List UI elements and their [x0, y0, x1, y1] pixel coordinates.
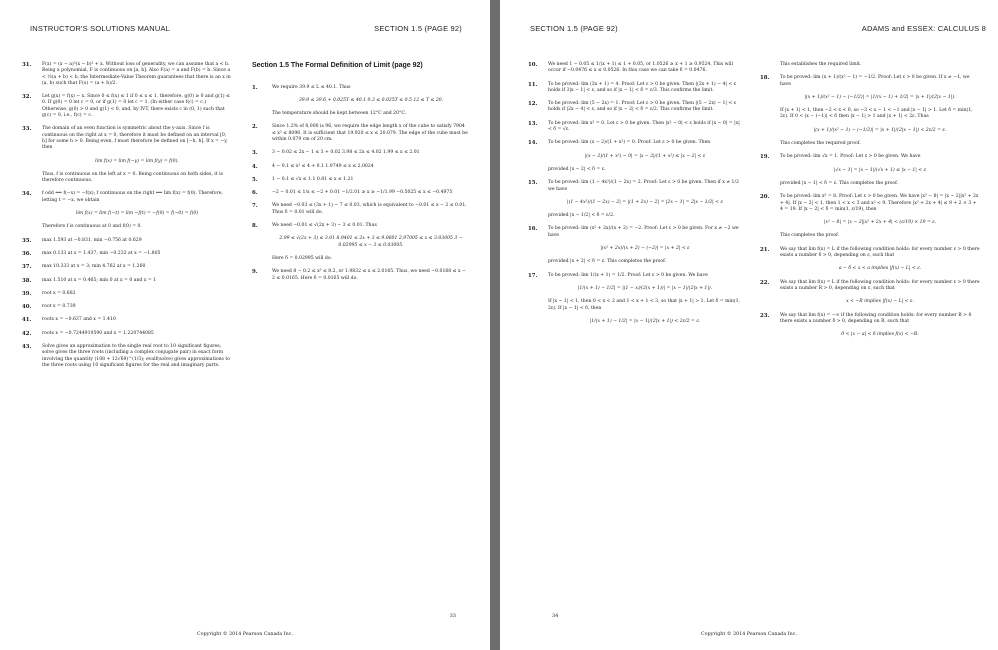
exercise-text: −2 − 0.01 ≤ 1/x ≤ −2 + 0.01 −1/2.01 ≥ x ≥ −1/1.99 −0.5025 ≤ x ≤ −0.4975 [272, 190, 453, 196]
exercise-text: The temperature should be kept between 12°C and 20°C. [272, 111, 407, 117]
exercise-number: 43. [22, 344, 32, 351]
exercise-5 [252, 177, 470, 183]
equation: |1/(x + 1) − 1/2| = |x − 1|/(2|x + 1|) < 2ε/2 = ε. [589, 318, 701, 324]
exercise-text: provided |x − 1| < δ = ε. This completes the proof. [780, 180, 899, 186]
exercise-text: max 0.133 at x = 1.437; min −0.232 at x = −1.805 [42, 250, 161, 256]
exercise-number: 35. [22, 237, 32, 244]
exercise-39 [22, 291, 232, 297]
exercise-40 [22, 304, 232, 310]
exercise-12 [528, 101, 742, 114]
paragraph [252, 256, 470, 262]
exercise-14 [528, 140, 742, 146]
exercise-text: We say that lim f(x) = L if the following condition holds: for every number ε > 0 there exists a number R > 0, depending on ε, such that [780, 279, 980, 291]
display-math [22, 159, 232, 165]
paragraph [22, 224, 232, 230]
exercise-number: 15. [528, 180, 538, 187]
exercise-text: We say that lim f(x) = L if the following condition holds: for every number ε > 0 there exists a number δ > 0, depending on ε, such that [780, 246, 980, 259]
exercise-text: The domain of an even function is symmetric about the y-axis. Since f is continuous on the right at x = 0, therefore it must be defined on an interval [0, h] for some h > 0. Being even, f must therefore be defined on [−h, h]. If x = −y, then [42, 126, 228, 151]
exercise-number: 16. [528, 226, 538, 233]
exercise-text: 1 − 0.1 ≤ √x ≤ 1.1 0.81 ≤ x ≤ 1.21 [272, 176, 354, 182]
exercise-text: We say that lim f(x) = −∞ if the following condition holds: for every number B > 0 there exists a number δ > 0, depending on B, such that [780, 312, 972, 324]
exercise-text: root x = 0.682 [42, 290, 76, 296]
display-math [760, 220, 980, 226]
display-math [528, 200, 742, 206]
paragraph [760, 181, 980, 187]
exercise-18 [760, 75, 980, 88]
exercise-23 [760, 313, 980, 326]
exercise-number: 8. [252, 223, 258, 230]
paragraph [760, 108, 980, 121]
page-number: 34 [552, 613, 559, 619]
exercise-text: 4 − 0.1 ≤ x² ≤ 4 + 0.1 1.9749 ≤ x ≤ 2.0024 [272, 163, 374, 169]
exercise-text: To be proved: lim x³ = 8. Proof: Let ε > 0 be given. We have |x³ − 8| = |x − 2||x² + 2x + 4|. If |x − 2| < 1, then 1 < x < 3 and x² < 9. Therefore |x² + 2x + 4| ≤ 9 + 2 × 3 + 4 = 19. If |x − 2| < δ = min(1, ε/19), then [780, 194, 979, 212]
exercise-text: This establishes the required limit. [780, 62, 862, 67]
exercise-text: This completes the required proof. [780, 141, 861, 147]
left-column-2 [252, 62, 470, 289]
display-math [528, 319, 742, 325]
exercise-3 [252, 150, 470, 156]
display-math [252, 236, 470, 249]
equation: |(1 − 4x²)/(1 − 2x) − 2| = |(1 + 2x) − 2| = |2x − 1| = 2|x − 1/2| < ε [567, 199, 723, 205]
exercise-text: provided |x − 1/2| < δ = ε/2. [548, 213, 615, 219]
exercise-35 [22, 238, 232, 244]
exercise-text: We require 39.9 ≤ L ≤ 40.1. Thus [272, 84, 351, 90]
exercise-number: 9. [252, 269, 258, 276]
paragraph [22, 172, 232, 185]
exercise-number: 12. [528, 101, 538, 108]
exercise-number: 13. [528, 120, 538, 127]
exercise-16 [528, 226, 742, 239]
running-header-right: ADAMS and ESSEX: CALCULUS 8 [861, 24, 986, 33]
exercise-text: root x = 0.739 [42, 304, 76, 310]
right-column-2 [760, 62, 980, 345]
exercise-9 [252, 269, 470, 282]
exercise-number: 36. [22, 250, 32, 257]
equation: x < −R implies |f(x) − L| < ε. [846, 299, 914, 305]
equation: 2.99 ≤ √(2x + 3) ≤ 3.01 8.9401 ≤ 2x + 3 ≤ 9.0601 2.97005 ≤ x ≤ 3.03005 3 − 0.02995 ≤ x − 3 ≤ 0.03005. [279, 236, 463, 248]
exercise-number: 5. [252, 176, 258, 183]
exercise-text: To be proved: lim (3x + 1) = 4. Proof: Let ε > 0 be given. Then |(3x + 1) − 4| < ε holds if 3|x − 1| < ε, and so if |x − 1| < δ = ε/3. This confirms the limit. [548, 81, 737, 93]
exercise-number: 34. [22, 191, 32, 198]
paragraph [760, 141, 980, 147]
exercise-6 [252, 190, 470, 196]
exercise-text: This completes the proof. [780, 233, 840, 239]
exercise-text: f odd ⟺ f(−x) = −f(x); f continuous on the right ⟺ lim f(x) = f(0). Therefore, letting t = −x, we obtain [42, 191, 223, 203]
running-header-left: INSTRUCTOR'S SOLUTIONS MANUAL [30, 24, 171, 33]
display-math [528, 154, 742, 160]
left-column-1 [22, 62, 232, 376]
exercise-number: 11. [528, 81, 538, 88]
exercise-text: If |x − 1| < 1, then 0 < x < 2 and 1 < x + 1 < 3, so that |x + 1| > 1. Let δ = min(1, 2ε). If |x − 1| < δ, then [548, 299, 741, 311]
exercise-7 [252, 203, 470, 216]
exercise-text: Let g(x) = f(x) − x. Since 0 ≤ f(x) ≤ 1 if 0 ≤ x ≤ 1, therefore, g(0) ≥ 0 and g(1) ≤ 0. If g(0) = 0 let c = 0, or if g(1) = 0 let c = 1. (In either case f(c) = c.) Otherwise, g(0) > 0 and g(1) < 0, and, by IVT, there exists c in (0, 1) such that g(c) = 0, i.e., f(c) = c. [42, 94, 230, 119]
exercise-36 [22, 251, 232, 257]
exercise-number: 18. [760, 75, 770, 82]
paragraph [528, 259, 742, 265]
exercise-number: 4. [252, 163, 258, 170]
exercise-number: 42. [22, 330, 32, 337]
exercise-42 [22, 331, 232, 337]
copyright-footer: Copyright © 2014 Pearson Canada Inc. [701, 632, 797, 637]
running-header-left: SECTION 1.5 (PAGE 92) [530, 24, 618, 33]
display-math [22, 211, 232, 217]
right-page [500, 0, 998, 650]
paragraph [252, 111, 470, 117]
exercise-number: 23. [760, 312, 770, 319]
exercise-number: 38. [22, 277, 32, 284]
exercise-number: 14. [528, 140, 538, 147]
exercise-21 [760, 247, 980, 260]
exercise-15 [528, 180, 742, 193]
exercise-text: roots x = −0.7244919590 and x = 1.220744085 [42, 330, 154, 336]
equation: lim f(x) = lim f(−y) = lim f(y) = f(0). [95, 158, 179, 164]
exercise-10 [528, 62, 742, 75]
exercise-text: We need −0.03 ≤ (3x + 1) − 7 ≤ 0.03, which is equivalent to −0.01 ≤ x − 2 ≤ 0.01. Thus δ = 0.01 will do. [272, 203, 467, 215]
exercise-text: To be proved: lim x² = 0. Let ε > 0 be given. Then |x² − 0| < ε holds if |x − 0| = |x| < δ = √ε. [548, 120, 740, 133]
display-math [760, 95, 980, 101]
paragraph [528, 167, 742, 173]
exercise-8 [252, 223, 470, 229]
equation: a − δ < x < a implies |f(x) − L| < ε. [838, 266, 922, 272]
exercise-text: We need 1 − 0.05 ≤ 1/(x + 1) ≤ 1 + 0.05, or 1.0526 ≥ x + 1 ≥ 0.9524. This will occur if −0.0476 ≤ x ≤ 0.0526. In this case we can take δ = 0.0476. [548, 62, 733, 74]
display-math [760, 266, 980, 272]
exercise-19 [760, 154, 980, 160]
equation: |x³ − 8| = |x − 2||x² + 2x + 4| < (ε/19) × 19 = ε. [823, 220, 937, 226]
exercise-number: 7. [252, 203, 258, 210]
exercise-text: We need −0.01 ≤ √(2x + 3) − 3 ≤ 0.01. Thus [272, 223, 377, 229]
exercise-text: To be proved: lim (x − 2)/(1 + x²) = 0. Proof: Let ε > 0 be given. Then [548, 140, 711, 146]
equation: |1/(x + 1) − 1/2| = |(1 − x)/(2(x + 1))| = |x − 1|/(2|x + 1|). [577, 285, 713, 291]
paragraph [760, 62, 980, 68]
exercise-number: 19. [760, 154, 770, 161]
paragraph [528, 213, 742, 219]
exercise-number: 6. [252, 190, 258, 197]
exercise-37 [22, 264, 232, 270]
left-page [0, 0, 490, 650]
exercise-text: max 1.510 at x = 0.465; min 0 at x = 0 and x = 1 [42, 277, 157, 283]
section-title: Section 1.5 The Formal Definition of Limit (page 92) [252, 62, 423, 69]
display-math [760, 168, 980, 174]
equation: |√x − 1| = |x − 1|/(√x + 1) ≤ |x − 1| < ε [833, 167, 927, 173]
exercise-text: Thus, f is continuous on the left at x = 0. Being continuous on both sides, it is therefore continuous. [42, 171, 223, 184]
exercise-text: Therefore f is continuous at 0 and f(0) = 0. [42, 224, 142, 230]
display-math [528, 286, 742, 292]
exercise-text: F(x) = (x − a)²(x − b)² + x. Without loss of generality, we can assume that a < b. Being a polynomial, F is continuous on [a, b]. Also F(a) = a and F(b) = b. Since a < ½(a + b) < b, the Intermediate-Value Theorem guarantees that there is an x in (a, b) such that F(x) = (a + b)/2. [42, 62, 231, 86]
exercise-number: 10. [528, 62, 538, 68]
exercise-number: 40. [22, 304, 32, 311]
exercise-22 [760, 280, 980, 293]
exercise-number: 37. [22, 264, 32, 271]
exercise-20 [760, 194, 980, 213]
display-math [760, 128, 980, 134]
exercise-17 [528, 273, 742, 279]
equation: lim f(x) = lim f(−t) = lim −f(t) = −f(0) = f(−0) = f(0) [75, 211, 199, 217]
exercise-number: 3. [252, 150, 258, 157]
equation: |(x − 2)/(1 + x²) − 0| = |x − 2|/(1 + x²) ≤ |x − 2| < ε [584, 153, 706, 159]
exercise-text: Here δ = 0.02995 will do. [272, 255, 332, 261]
exercise-number: 21. [760, 246, 770, 253]
exercise-38 [22, 278, 232, 284]
book-gutter [490, 0, 500, 650]
exercise-33 [22, 126, 232, 151]
equation: 39.9 ≤ 39.6 + 0.025T ≤ 40.1 0.3 ≤ 0.025T ≤ 0.5 12 ≤ T ≤ 20. [298, 97, 444, 103]
exercise-2 [252, 124, 470, 143]
paragraph [528, 299, 742, 312]
exercise-1 [252, 85, 470, 91]
exercise-43 [22, 344, 232, 369]
exercise-text: If |x + 1| < 1, then −2 < x < 0, so −3 < x − 1 < −1 and |x − 1| > 1. Let δ = min(1, 2ε). If 0 < |x − (−1)| < δ then |x − 1| > 1 and |x + 1| < 2ε. Thus [780, 108, 973, 120]
exercise-4 [252, 164, 470, 170]
exercise-number: 20. [760, 194, 770, 201]
exercise-number: 17. [528, 272, 538, 279]
exercise-text: max 10.333 at x = 3; min 4.762 at x = 1.260 [42, 264, 146, 270]
exercise-text: Solve gives an approximation to the single real root to 10 significant figures; solve gives the three roots (including a complex conjugate pair) in exact form involving the quantity (108 + 12√69)^(1/3); evalf(solve) gives approximations to the three roots using 10 significant figures for the real and imaginary parts. [42, 344, 230, 368]
exercise-number: 33. [22, 126, 32, 133]
exercise-number: 32. [22, 94, 32, 101]
paragraph [760, 233, 980, 239]
exercise-text: To be proved: lim (x² + 2x)/(x + 2) = −2. Proof: Let ε > 0 be given. For x ≠ −2 we have [548, 226, 739, 238]
running-header-right: SECTION 1.5 (PAGE 92) [374, 24, 462, 33]
exercise-text: To be proved: lim √x = 1. Proof: Let ε > 0 be given. We have [780, 154, 921, 160]
exercise-text: To be proved: lim 1/(x + 1) = 1/2. Proof: Let ε > 0 be given. We have [548, 272, 708, 278]
exercise-text: provided |x + 2| < δ = ε. This completes the proof. [548, 259, 667, 265]
exercise-text: roots x = −0.637 and x = 1.410 [42, 317, 116, 323]
exercise-32 [22, 94, 232, 119]
exercise-41 [22, 317, 232, 323]
equation: |(x + 1)/(x² − 1) − (−1/2)| = |1/(x − 1) + 1/2| = |x + 1|/(2|x − 1|). [804, 94, 956, 100]
right-column-1 [528, 62, 742, 332]
equation: |(x + 1)/(x² − 1) − (−1/2)| = |x + 1|/(2|x − 1|) < 2ε/2 = ε. [813, 127, 947, 133]
exercise-11 [528, 82, 742, 95]
exercise-text: We need 8 − 0.2 ≤ x³ ≤ 8.2, or 1.9832 ≤ x ≤ 2.0165. Thus, we need −0.0168 ≤ x − 2 ≤ 0.0165. Here δ = 0.0165 will do. [272, 269, 466, 281]
exercise-text: provided |x − 2| < δ = ε. [548, 166, 606, 172]
exercise-text: 3 − 0.02 ≤ 2x − 1 ≤ 3 + 0.02 3.98 ≤ 2x ≤ 4.02 1.99 ≤ x ≤ 2.01 [272, 150, 420, 156]
display-math [760, 299, 980, 305]
exercise-text: max 1.593 at −0.831, min −0.756 at 0.629 [42, 237, 142, 243]
exercise-text: To be proved: lim (5 − 2x) = 1. Proof: Let ε > 0 be given. Then |(5 − 2x) − 1| < ε holds if |2x − 4| < ε, and so if |x − 2| < δ = ε/2. This confirms the limit. [548, 101, 737, 113]
display-math [528, 246, 742, 252]
display-math [760, 332, 980, 338]
exercise-34 [22, 191, 232, 204]
exercise-number: 1. [252, 84, 258, 91]
exercise-number: 31. [22, 62, 32, 68]
exercise-text: To be proved: lim (x + 1)/(x² − 1) = −1/2. Proof: Let ε > 0 be given. If x ≠ −1, we have [780, 75, 970, 87]
equation: |(x² + 2x)/(x + 2) − (−2)| = |x + 2| < ε [600, 246, 690, 252]
exercise-number: 2. [252, 124, 258, 131]
copyright-footer: Copyright © 2014 Pearson Canada Inc. [197, 632, 293, 637]
exercise-31 [22, 62, 232, 87]
exercise-text: Since 1.2% of 8,000 is 96, we require the edge length x of the cube to satisfy 7904 ≤ x³ ≤ 8096. It is sufficient that 19.920 ≤ x ≤ 20.079. The edge of the cube must be within 0.079 cm of 20 cm. [272, 124, 468, 142]
exercise-number: 22. [760, 279, 770, 286]
exercise-number: 39. [22, 290, 32, 297]
display-math [252, 98, 470, 104]
exercise-number: 41. [22, 317, 32, 324]
exercise-text: To be proved: lim (1 − 4x²)/(1 − 2x) = 2. Proof: Let ε > 0 be given. Then if x ≠ 1/2 we have [548, 180, 739, 192]
exercise-13 [528, 121, 742, 134]
page-number: 33 [449, 613, 456, 619]
equation: 0 < |x − a| < δ implies f(x) < −B. [841, 332, 919, 338]
